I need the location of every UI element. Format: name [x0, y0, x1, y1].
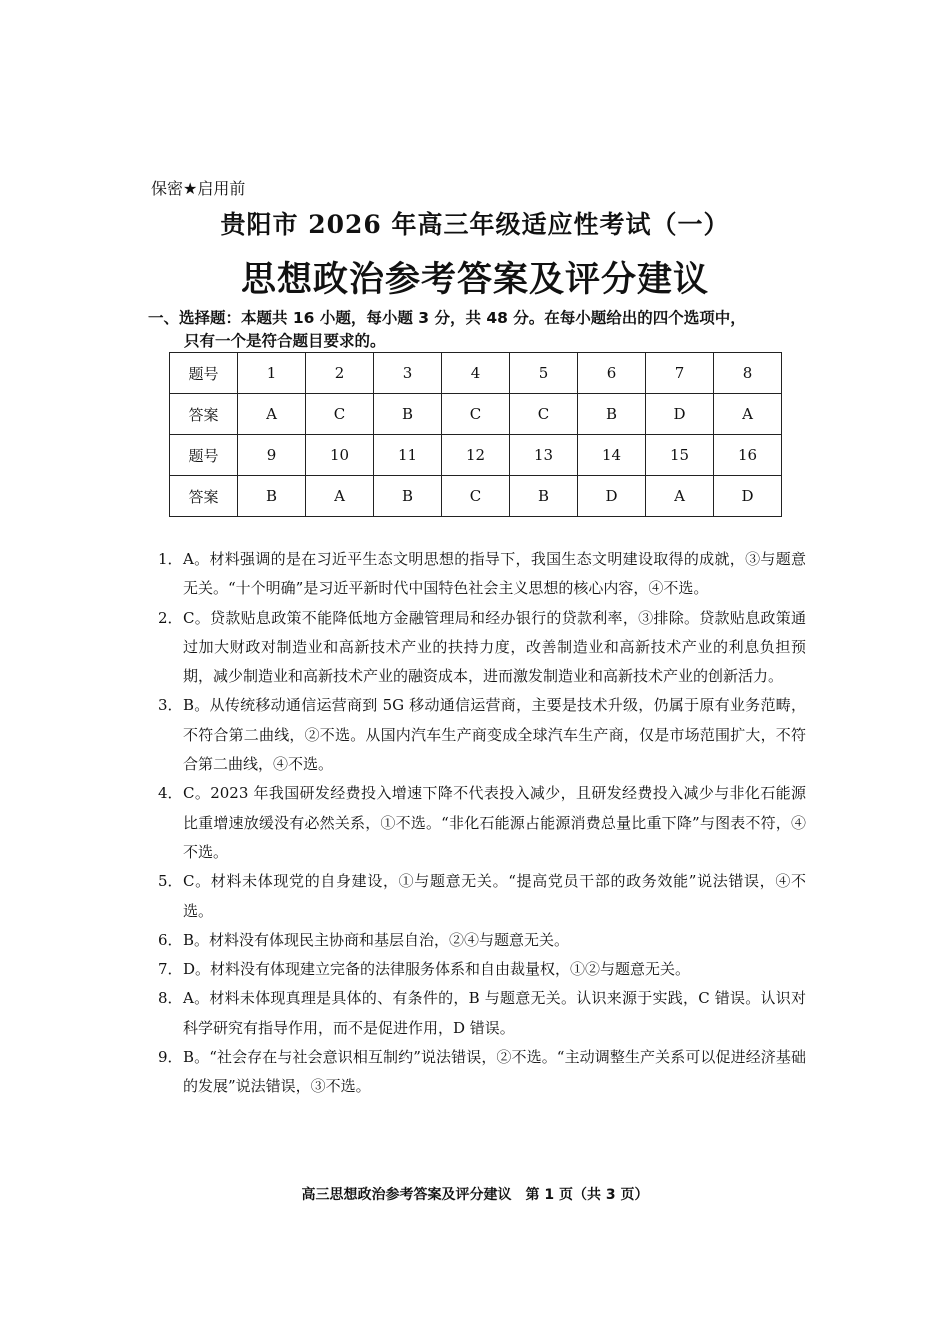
explanation-number: 3． [158, 696, 183, 715]
table-row-header: 答案 [170, 476, 238, 517]
table-cell: C [442, 394, 510, 435]
table-cell: 16 [714, 435, 782, 476]
table-cell: 6 [578, 353, 646, 394]
explanation-number: 8． [158, 989, 183, 1008]
table-cell: D [578, 476, 646, 517]
table-row-header: 题号 [170, 353, 238, 394]
explanation-text: C。材料未体现党的自身建设，①与题意无关。“提高党员干部的政务效能”说法错误，④不选。 [183, 872, 806, 920]
explanation-item [158, 545, 806, 604]
section-heading-line1: 一、选择题：本题共 16 小题，每小题 3 分，共 48 分。在每小题给出的四个选项中， [148, 309, 746, 327]
table-row [170, 394, 782, 435]
table-cell: 2 [306, 353, 374, 394]
table-cell: 4 [442, 353, 510, 394]
table-cell: 1 [238, 353, 306, 394]
explanation-text: B。材料没有体现民主协商和基层自治，②④与题意无关。 [183, 930, 570, 949]
explanation-number: 6． [158, 930, 183, 949]
table-cell: 3 [374, 353, 442, 394]
table-row-header: 题号 [170, 435, 238, 476]
table-cell: 11 [374, 435, 442, 476]
explanation-item [158, 691, 806, 779]
table-row [170, 476, 782, 517]
table-cell: 10 [306, 435, 374, 476]
explanation-item [158, 1043, 806, 1102]
table-cell: 12 [442, 435, 510, 476]
explanation-item [158, 955, 806, 984]
table-cell: B [238, 476, 306, 517]
table-row [170, 353, 782, 394]
table-cell: B [510, 476, 578, 517]
table-cell: A [714, 394, 782, 435]
table-cell: C [442, 476, 510, 517]
answer-table [169, 352, 782, 517]
explanation-number: 9． [158, 1048, 183, 1067]
explanation-item [158, 779, 806, 867]
explanation-text: C。2023 年我国研发经费投入增速下降不代表投入减少，且研发经费投入减少与非化石能源比重增速放缓没有必然关系，①不选。“非化石能源占能源消费总量比重下降”与图表不符，④不选。 [183, 784, 806, 861]
explanation-item [158, 984, 806, 1043]
explanation-text: C。贷款贴息政策不能降低地方金融管理局和经办银行的贷款利率，③排除。贷款贴息政策通过加大财政对制造业和高新技术产业的扶持力度，改善制造业和高新技术产业的利息负担预期，减少制造业和高新技术产业的融资成本，进而激发制造业和高新技术产业的创新活力。 [183, 608, 806, 686]
document-title: 思想政治参考答案及评分建议 [240, 260, 709, 300]
table-row [170, 435, 782, 476]
explanation-item [158, 926, 806, 955]
table-cell: A [646, 476, 714, 517]
table-cell: A [238, 394, 306, 435]
table-cell: C [306, 394, 374, 435]
explanation-number: 4． [158, 784, 183, 803]
answer-table-body [170, 353, 782, 517]
explanation-text: B。“社会存在与社会意识相互制约”说法错误，②不选。“主动调整生产关系可以促进经济基础的发展”说法错误，③不选。 [183, 1048, 806, 1096]
explanation-text: A。材料强调的是在习近平生态文明思想的指导下，我国生态文明建设取得的成就，③与题意无关。“十个明确”是习近平新时代中国特色社会主义思想的核心内容，④不选。 [183, 550, 806, 598]
explanation-number: 5． [158, 872, 183, 891]
table-cell: B [578, 394, 646, 435]
table-cell: A [306, 476, 374, 517]
explanation-number: 2． [158, 608, 183, 627]
explanation-text: A。材料未体现真理是具体的、有条件的，B 与题意无关。认识来源于实践，C 错误。认识对科学研究有指导作用，而不是促进作用，D 错误。 [183, 989, 806, 1037]
explanation-text: D。材料没有体现建立完备的法律服务体系和自由裁量权，①②与题意无关。 [183, 960, 691, 979]
explanation-item [158, 604, 806, 692]
table-cell: 5 [510, 353, 578, 394]
section-heading [148, 307, 808, 353]
table-cell: 13 [510, 435, 578, 476]
table-cell: 9 [238, 435, 306, 476]
explanation-list [158, 545, 806, 1102]
table-cell: 14 [578, 435, 646, 476]
explanation-item [158, 867, 806, 926]
table-cell: B [374, 394, 442, 435]
table-cell: C [510, 394, 578, 435]
table-row-header: 答案 [170, 394, 238, 435]
table-cell: B [374, 476, 442, 517]
exam-title: 贵阳市 2026 年高三年级适应性考试（一） [220, 210, 730, 239]
explanation-number: 7． [158, 960, 183, 979]
section-heading-line2: 只有一个是符合题目要求的。 [184, 332, 386, 350]
table-cell: 15 [646, 435, 714, 476]
page-footer: 高三思想政治参考答案及评分建议 第 1 页（共 3 页） [301, 1187, 649, 1203]
explanation-number: 1． [158, 550, 183, 568]
confidential-label: 保密★启用前 [151, 179, 246, 198]
table-cell: D [646, 394, 714, 435]
table-cell: 7 [646, 353, 714, 394]
explanation-text: B。从传统移动通信运营商到 5G 移动通信运营商，主要是技术升级，仍属于原有业务范畴，不符合第二曲线，②不选。从国内汽车生产商变成全球汽车生产商，仅是市场范围扩大，不符合第二曲线，④不选。 [183, 696, 806, 774]
table-cell: D [714, 476, 782, 517]
table-cell: 8 [714, 353, 782, 394]
